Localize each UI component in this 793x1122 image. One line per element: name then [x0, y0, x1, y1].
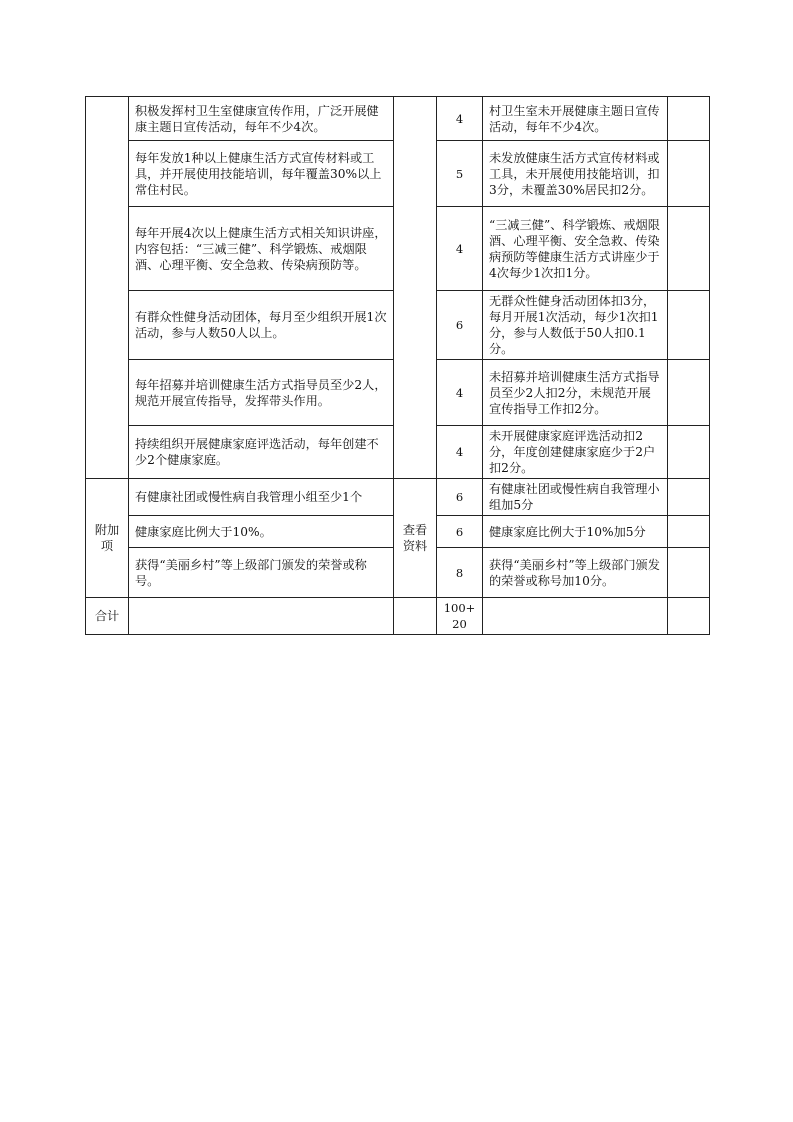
- category-cell: [86, 97, 129, 479]
- deduction-cell: 未发放健康生活方式宣传材料或工具，未开展使用技能培训，扣3分，未覆盖30%居民扣2分。: [483, 141, 668, 207]
- total-score-cell: 100+20: [437, 598, 483, 635]
- total-result-cell: [668, 598, 710, 635]
- result-cell: [668, 97, 710, 141]
- result-cell: [668, 479, 710, 516]
- scoring-table: [85, 96, 710, 635]
- standard-cell: 获得“美丽乡村”等上级部门颁发的荣誉或称号。: [129, 548, 394, 598]
- score-cell: 6: [437, 479, 483, 516]
- deduction-cell: 有健康社团或慢性病自我管理小组加5分: [483, 479, 668, 516]
- deduction-cell: 村卫生室未开展健康主题日宣传活动，每年不少4次。: [483, 97, 668, 141]
- deduction-cell: “三减三健”、科学锻炼、戒烟限酒、心理平衡、安全急救、传染病预防等健康生活方式讲座少于4次每少1次扣1分。: [483, 207, 668, 291]
- deduction-cell: 未开展健康家庭评选活动扣2分，年度创建健康家庭少于2户扣2分。: [483, 426, 668, 479]
- score-cell: 4: [437, 97, 483, 141]
- extra-method-cell: 查看资料: [394, 479, 437, 598]
- table-row: [86, 479, 710, 516]
- standard-cell: 健康家庭比例大于10%。: [129, 516, 394, 548]
- score-cell: 6: [437, 291, 483, 360]
- score-cell: 8: [437, 548, 483, 598]
- score-cell: 4: [437, 426, 483, 479]
- deduction-cell: 无群众性健身活动团体扣3分，每月开展1次活动，每少1次扣1分，参与人数低于50人扣0.1分。: [483, 291, 668, 360]
- standard-cell: 积极发挥村卫生室健康宣传作用，广泛开展健康主题日宣传活动，每年不少4次。: [129, 97, 394, 141]
- result-cell: [668, 207, 710, 291]
- score-cell: 4: [437, 207, 483, 291]
- result-cell: [668, 141, 710, 207]
- total-label-cell: 合计: [86, 598, 129, 635]
- result-cell: [668, 426, 710, 479]
- result-cell: [668, 516, 710, 548]
- standard-cell: 每年招募并培训健康生活方式指导员至少2人，规范开展宣传指导，发挥带头作用。: [129, 360, 394, 426]
- table-row: [86, 97, 710, 141]
- method-cell: [394, 97, 437, 479]
- standard-cell: 持续组织开展健康家庭评选活动，每年创建不少2个健康家庭。: [129, 426, 394, 479]
- standard-cell: 每年开展4次以上健康生活方式相关知识讲座，内容包括：“三减三健”、科学锻炼、戒烟限酒、心理平衡、安全急救、传染病预防等。: [129, 207, 394, 291]
- result-cell: [668, 291, 710, 360]
- score-cell: 5: [437, 141, 483, 207]
- result-cell: [668, 548, 710, 598]
- deduction-cell: 获得“美丽乡村”等上级部门颁发的荣誉或称号加10分。: [483, 548, 668, 598]
- standard-cell: 每年发放1种以上健康生活方式宣传材料或工具，并开展使用技能培训，每年覆盖30%以上常住村民。: [129, 141, 394, 207]
- deduction-cell: 未招募并培训健康生活方式指导员至少2人扣2分，未规范开展宣传指导工作扣2分。: [483, 360, 668, 426]
- deduction-cell: 健康家庭比例大于10%加5分: [483, 516, 668, 548]
- score-cell: 4: [437, 360, 483, 426]
- total-standard-cell: [129, 598, 394, 635]
- extra-category-cell: 附加项: [86, 479, 129, 598]
- total-method-cell: [394, 598, 437, 635]
- total-row: [86, 598, 710, 635]
- standard-cell: 有群众性健身活动团体，每月至少组织开展1次活动，参与人数50人以上。: [129, 291, 394, 360]
- result-cell: [668, 360, 710, 426]
- standard-cell: 有健康社团或慢性病自我管理小组至少1个: [129, 479, 394, 516]
- total-deduction-cell: [483, 598, 668, 635]
- score-cell: 6: [437, 516, 483, 548]
